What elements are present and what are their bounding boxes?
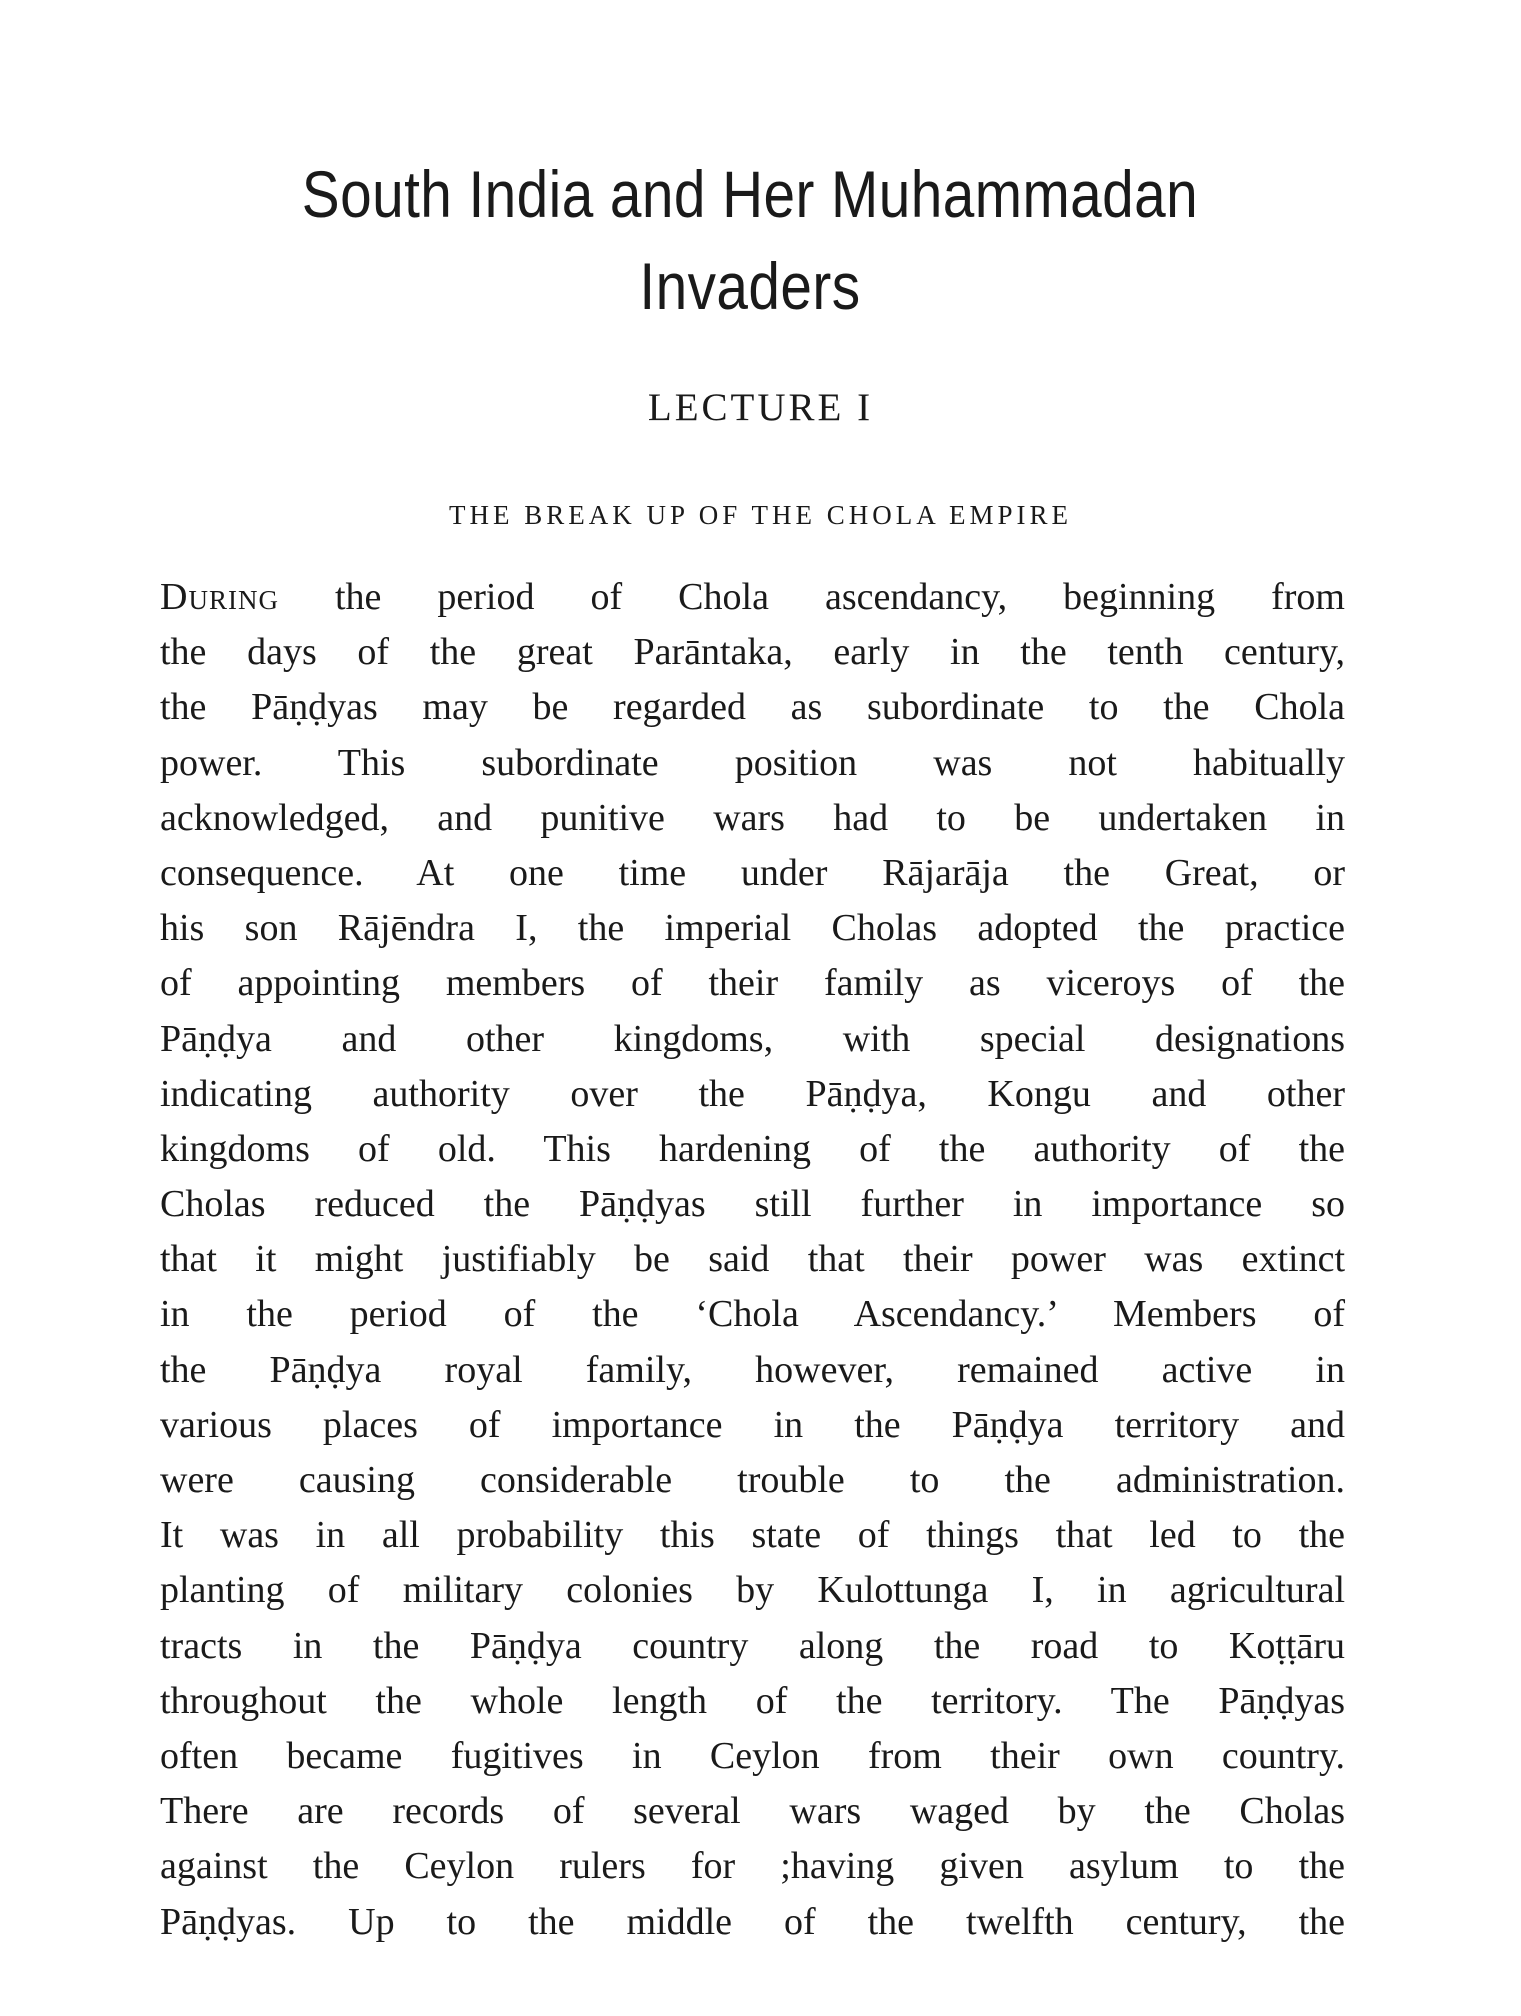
drop-word: During xyxy=(160,576,279,618)
book-title-line-1: South India and Her Muhammadan xyxy=(301,157,1199,231)
body-line: Pāṇḍya and other kingdoms, with special designations xyxy=(160,1017,1345,1060)
body-line: indicating authority over the Pāṇḍya, Kongu and other xyxy=(160,1072,1345,1115)
body-line: various places of importance in the Pāṇḍya territory and xyxy=(160,1403,1345,1446)
body-line: often became fugitives in Ceylon from their own country. xyxy=(160,1734,1345,1777)
body-line: the days of the great Parāntaka, early in the tenth century, xyxy=(160,631,1345,674)
chapter-heading: THE BREAK UP OF THE CHOLA EMPIRE xyxy=(448,500,1073,530)
book-title-line-2: Invaders xyxy=(639,249,861,323)
lecture-heading: LECTURE I xyxy=(647,386,874,429)
body-line: acknowledged, and punitive wars had to be undertaken in xyxy=(160,796,1345,839)
body-line: planting of military colonies by Kulottunga I, in agricultural xyxy=(160,1569,1345,1612)
body-line: the Pāṇḍya royal family, however, remained active in xyxy=(160,1348,1345,1391)
body-line xyxy=(160,570,1345,625)
body-line: in the period of the ‘Chola Ascendancy.’ Members of xyxy=(160,1293,1345,1336)
body-line: consequence. At one time under Rājarāja the Great, or xyxy=(160,851,1345,894)
body-line: kingdoms of old. This hardening of the authority of the xyxy=(160,1127,1345,1170)
body-line: power. This subordinate position was not habitually xyxy=(160,741,1345,784)
body-line: were causing considerable trouble to the administration. xyxy=(160,1459,1345,1501)
body-line: against the Ceylon rulers for ;having given asylum to the xyxy=(160,1845,1345,1888)
body-line: the Pāṇḍyas may be regarded as subordinate to the Chola xyxy=(160,686,1345,729)
body-line: his son Rājēndra I, the imperial Cholas adopted the practice xyxy=(160,907,1345,950)
body-paragraph xyxy=(160,570,1345,1950)
body-line-text: the period of Chola ascendancy, beginning from xyxy=(278,576,1345,618)
body-line: Cholas reduced the Pāṇḍyas still further in importance so xyxy=(160,1183,1345,1226)
body-line: of appointing members of their family as viceroys of the xyxy=(160,962,1345,1005)
body-line: throughout the whole length of the territory. The Pāṇḍyas xyxy=(160,1679,1345,1722)
body-line: that it might justifiably be said that their power was extinct xyxy=(160,1238,1345,1281)
body-line: It was in all probability this state of things that led to the xyxy=(160,1514,1345,1557)
body-line: There are records of several wars waged by the Cholas xyxy=(160,1790,1345,1833)
body-line: tracts in the Pāṇḍya country along the road to Koṭṭāru xyxy=(160,1624,1345,1667)
body-line: Pāṇḍyas. Up to the middle of the twelfth century, the xyxy=(160,1900,1345,1943)
